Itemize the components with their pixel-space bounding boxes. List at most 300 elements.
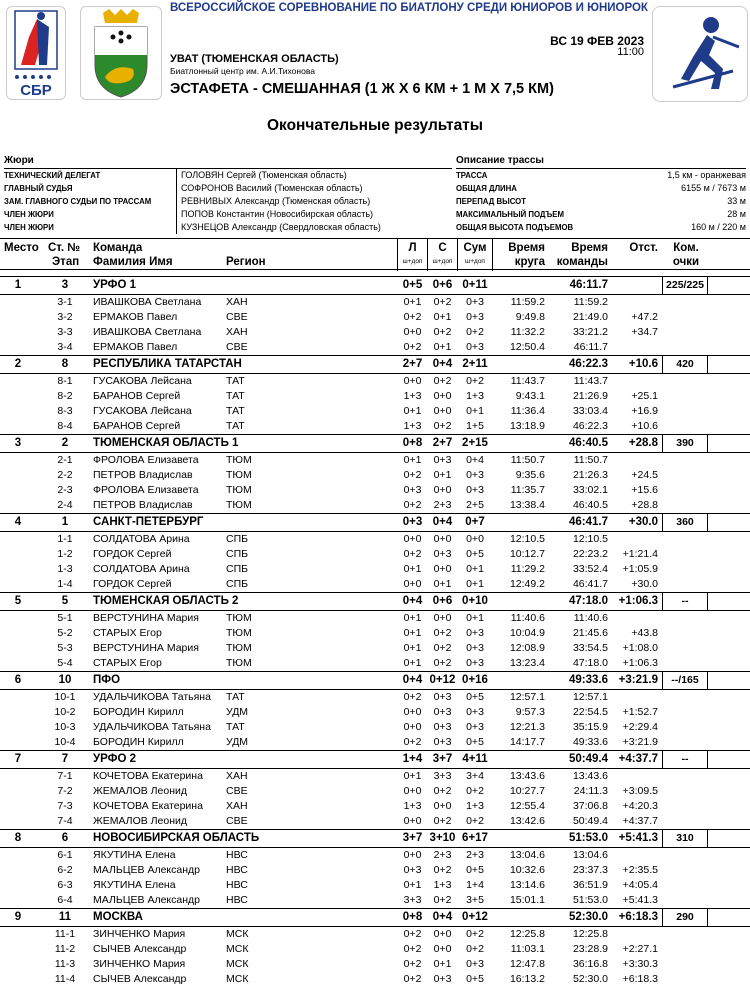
athlete-region: ХАН [226, 800, 248, 812]
leg-behind: +25.1 [631, 390, 658, 402]
leg-prone: 1+3 [403, 420, 422, 432]
course-value: 160 м / 220 м [691, 222, 746, 232]
team-behind: +5:41.3 [618, 832, 658, 844]
leg-number: 3-1 [57, 296, 73, 308]
leg-standing: 1+3 [433, 879, 452, 891]
athlete-region: МСК [226, 943, 249, 955]
leg-number: 11-2 [54, 943, 76, 955]
leg-team-time: 22:54.5 [572, 706, 608, 718]
athlete-name: ГОРДОК Сергей [93, 548, 172, 560]
course-row [456, 169, 746, 182]
leg-time: 10:12.7 [509, 548, 545, 560]
course-row [456, 195, 746, 208]
leg-prone: 0+0 [403, 326, 422, 338]
event-title: ВСЕРОССИЙСКОЕ СОРЕВНОВАНИЕ ПО БИАТЛОНУ СРЕДИ ЮНИОРОВ И ЮНИОРОК [170, 2, 648, 14]
leg-prone: 0+3 [403, 484, 422, 496]
leg-number: 8-2 [57, 390, 73, 402]
leg-number: 2-3 [57, 484, 73, 496]
leg-row [0, 927, 750, 942]
leg-team-time: 22:23.2 [572, 548, 608, 560]
leg-row [0, 547, 750, 562]
leg-team-time: 11:43.7 [573, 375, 608, 387]
leg-sum: 0+5 [466, 691, 484, 703]
leg-time: 10:27.7 [509, 785, 545, 797]
leg-number: 5-2 [57, 627, 73, 639]
leg-time: 12:25.8 [509, 928, 545, 940]
leg-number: 11-1 [54, 928, 76, 940]
leg-behind: +15.6 [631, 484, 658, 496]
leg-behind: +1:06.3 [622, 657, 658, 669]
athlete-name: БАРАНОВ Сергей [93, 420, 181, 432]
team-prone: 0+8 [402, 437, 423, 449]
leg-row [0, 769, 750, 784]
leg-team-time: 36:51.9 [572, 879, 608, 891]
team-row [0, 750, 750, 769]
leg-sum: 1+5 [466, 420, 484, 432]
leg-time: 11:32.2 [510, 326, 545, 338]
leg-standing: 0+0 [433, 800, 452, 812]
team-standing: 0+4 [432, 911, 453, 923]
team-prone: 0+8 [402, 911, 423, 923]
leg-standing: 0+2 [433, 894, 452, 906]
leg-team-time: 33:54.5 [572, 642, 608, 654]
leg-prone: 0+1 [403, 405, 422, 417]
team-behind: +28.8 [628, 437, 658, 449]
team-sum: 0+7 [465, 516, 485, 528]
leg-time: 11:59.2 [510, 296, 545, 308]
leg-number: 2-2 [57, 469, 73, 481]
col-standing-label: С [438, 242, 447, 254]
team-time: 50:49.4 [568, 753, 608, 765]
page-title: Окончательные результаты [266, 117, 484, 134]
team-prone: 1+4 [402, 753, 423, 765]
venue-subtitle: Биатлонный центр им. А.И.Тихонова [170, 66, 315, 76]
leg-behind: +24.5 [631, 469, 658, 481]
leg-prone: 0+0 [403, 849, 422, 861]
col-sum-label: Сум [463, 242, 487, 254]
leg-row [0, 532, 750, 547]
team-standing: 0+4 [432, 516, 453, 528]
team-bib: 7 [61, 753, 69, 765]
team-behind: +1:06.3 [618, 595, 658, 607]
leg-prone: 0+2 [403, 469, 422, 481]
athlete-name: БОРОДИН Кирилл [93, 706, 184, 718]
athlete-region: СВЕ [226, 341, 248, 353]
team-row [0, 355, 750, 374]
team-place: 4 [14, 516, 22, 528]
athlete-name: ИВАШКОВА Светлана [93, 296, 202, 308]
leg-number: 11-3 [54, 958, 76, 970]
athlete-region: ТАТ [226, 375, 245, 387]
leg-team-time: 46:11.7 [573, 341, 608, 353]
leg-prone: 0+2 [403, 691, 422, 703]
leg-prone: 0+2 [403, 928, 422, 940]
leg-behind: +4:37.7 [622, 815, 658, 827]
leg-team-time: 33:02.1 [572, 484, 608, 496]
athlete-region: ТАТ [226, 691, 245, 703]
leg-behind: +30.0 [631, 578, 658, 590]
team-standing: 0+4 [432, 358, 453, 370]
leg-row [0, 641, 750, 656]
jury-row [4, 221, 452, 234]
leg-sum: 1+3 [466, 390, 484, 402]
team-standing: 0+6 [432, 595, 453, 607]
team-behind: +30.0 [628, 516, 658, 528]
leg-row [0, 735, 750, 750]
team-bib: 3 [61, 279, 69, 291]
athlete-name: МАЛЬЦЕВ Александр [93, 864, 200, 876]
jury-role: ТЕХНИЧЕСКИЙ ДЕЛЕГАТ [4, 171, 101, 180]
leg-time: 13:14.6 [509, 879, 545, 891]
course-key: ТРАССА [456, 171, 488, 180]
sbr-biathlete-icon [7, 7, 65, 99]
athlete-region: ТЮМ [226, 484, 252, 496]
leg-behind: +4:20.3 [622, 800, 658, 812]
leg-time: 11:35.7 [510, 484, 545, 496]
athlete-region: ТАТ [226, 405, 245, 417]
leg-time: 11:03.1 [510, 943, 545, 955]
team-standing: 0+6 [432, 279, 453, 291]
leg-team-time: 33:03.4 [572, 405, 608, 417]
team-points: 420 [662, 356, 708, 373]
col-place: Место [4, 242, 39, 254]
team-place: 1 [14, 279, 22, 291]
leg-time: 12:47.8 [509, 958, 545, 970]
leg-time: 12:10.5 [509, 533, 545, 545]
col-name: Фамилия Имя [93, 256, 173, 268]
team-name: ПФО [93, 674, 121, 686]
leg-row [0, 340, 750, 355]
team-bib: 1 [61, 516, 69, 528]
leg-sum: 0+3 [466, 706, 484, 718]
leg-sum: 0+5 [466, 548, 484, 560]
team-name: РЕСПУБЛИКА ТАТАРСТАН [93, 358, 242, 370]
col-points [664, 241, 708, 269]
athlete-name: ВЕРСТУНИНА Мария [93, 612, 199, 624]
leg-time: 12:57.1 [509, 691, 545, 703]
leg-time: 9:35.6 [515, 469, 545, 481]
col-standing [428, 241, 457, 269]
leg-sum: 0+3 [466, 958, 484, 970]
leg-behind: +2:35.5 [622, 864, 658, 876]
leg-prone: 0+2 [403, 958, 422, 970]
col-leg-time-label2: круга [514, 256, 545, 268]
athlete-region: ТЮМ [226, 469, 252, 481]
leg-standing: 2+3 [433, 849, 452, 861]
leg-team-time: 12:57.1 [572, 691, 608, 703]
team-prone: 0+4 [402, 674, 423, 686]
leg-prone: 0+1 [403, 657, 422, 669]
leg-prone: 0+2 [403, 943, 422, 955]
leg-sum: 2+5 [466, 499, 484, 511]
leg-behind: +16.9 [631, 405, 658, 417]
athlete-name: СЫЧЕВ Александр [93, 973, 187, 985]
leg-team-time: 21:49.0 [572, 311, 608, 323]
biathlon-logo [652, 6, 748, 102]
leg-row [0, 310, 750, 325]
leg-behind: +10.6 [631, 420, 658, 432]
jury-name: СОФРОНОВ Василий (Тюменская область) [176, 182, 452, 195]
team-behind: +10.6 [628, 358, 658, 370]
leg-prone: 0+2 [403, 499, 422, 511]
athlete-name: ЖЕМАЛОВ Леонид [93, 815, 188, 827]
athlete-name: ЕРМАКОВ Павел [93, 311, 178, 323]
course-row [456, 221, 746, 234]
course-row [456, 208, 746, 221]
leg-time: 13:38.4 [509, 499, 545, 511]
leg-number: 2-4 [57, 499, 73, 511]
course-key: ОБЩАЯ ДЛИНА [456, 184, 517, 193]
leg-team-time: 33:52.4 [572, 563, 608, 575]
leg-time: 9:49.8 [515, 311, 545, 323]
leg-standing: 0+0 [433, 484, 452, 496]
athlete-region: НВС [226, 894, 248, 906]
leg-sum: 0+3 [466, 657, 484, 669]
leg-time: 13:42.6 [509, 815, 545, 827]
leg-time: 13:04.6 [509, 849, 545, 861]
leg-number: 6-4 [57, 894, 73, 906]
leg-sum: 0+5 [466, 864, 484, 876]
team-sum: 0+12 [462, 911, 488, 923]
leg-behind: +3:21.9 [622, 736, 658, 748]
leg-behind: +43.8 [631, 627, 658, 639]
leg-prone: 0+2 [403, 736, 422, 748]
leg-sum: 1+3 [466, 800, 484, 812]
athlete-region: НВС [226, 864, 248, 876]
leg-standing: 0+0 [433, 405, 452, 417]
course-row [456, 182, 746, 195]
leg-behind: +28.8 [631, 499, 658, 511]
leg-number: 1-2 [57, 548, 73, 560]
team-behind: +4:37.7 [618, 753, 658, 765]
leg-row [0, 468, 750, 483]
coat-of-arms-icon [81, 7, 161, 99]
leg-sum: 0+3 [466, 721, 484, 733]
athlete-name: СОЛДАТОВА Арина [93, 563, 190, 575]
leg-standing: 0+0 [433, 533, 452, 545]
jury-row [4, 208, 452, 221]
team-prone: 0+5 [402, 279, 423, 291]
team-name: МОСКВА [93, 911, 143, 923]
leg-row [0, 972, 750, 987]
leg-prone: 0+1 [403, 612, 422, 624]
leg-sum: 0+3 [466, 311, 484, 323]
athlete-name: ИВАШКОВА Светлана [93, 326, 202, 338]
athlete-name: ГУСАКОВА Лейсана [93, 375, 192, 387]
col-region: Регион [226, 256, 266, 268]
athlete-name: УДАЛЬЧИКОВА Татьяна [93, 721, 211, 733]
athlete-name: ЯКУТИНА Елена [93, 849, 176, 861]
leg-prone: 1+3 [403, 390, 422, 402]
team-sum: 0+11 [462, 279, 488, 291]
leg-number: 3-3 [57, 326, 73, 338]
team-place: 2 [14, 358, 22, 370]
leg-row [0, 799, 750, 814]
team-points: 310 [662, 830, 708, 847]
leg-team-time: 13:43.6 [572, 770, 608, 782]
leg-time: 9:57.3 [515, 706, 545, 718]
team-sum: 4+11 [462, 753, 488, 765]
leg-sum: 0+5 [466, 736, 484, 748]
team-time: 46:40.5 [568, 437, 608, 449]
leg-number: 10-2 [54, 706, 76, 718]
athlete-region: ТЮМ [226, 454, 252, 466]
team-sum: 0+10 [462, 595, 488, 607]
athlete-name: ЕРМАКОВ Павел [93, 341, 178, 353]
leg-standing: 0+3 [433, 454, 452, 466]
course-key: ОБЩАЯ ВЫСОТА ПОДЪЕМОВ [456, 223, 574, 232]
athlete-name: УДАЛЬЧИКОВА Татьяна [93, 691, 211, 703]
team-time: 46:11.7 [569, 279, 608, 291]
team-row [0, 908, 750, 927]
leg-row [0, 562, 750, 577]
athlete-name: ГОРДОК Сергей [93, 578, 172, 590]
team-row [0, 276, 750, 295]
athlete-name: ПЕТРОВ Владислав [93, 499, 193, 511]
leg-standing: 0+1 [433, 341, 452, 353]
team-place: 6 [14, 674, 22, 686]
leg-row [0, 957, 750, 972]
leg-standing: 0+2 [433, 642, 452, 654]
leg-team-time: 51:53.0 [572, 894, 608, 906]
leg-row [0, 893, 750, 908]
team-time: 52:30.0 [568, 911, 608, 923]
col-sum [458, 241, 492, 269]
leg-sum: 0+1 [466, 612, 484, 624]
team-place: 5 [14, 595, 22, 607]
leg-number: 8-4 [57, 420, 73, 432]
athlete-region: НВС [226, 849, 248, 861]
leg-number: 6-3 [57, 879, 73, 891]
leg-number: 10-3 [54, 721, 76, 733]
jury-role: ЧЛЕН ЖЮРИ [4, 223, 54, 232]
leg-time: 10:04.9 [509, 627, 545, 639]
team-name: УРФО 1 [93, 279, 137, 291]
athlete-region: ТЮМ [226, 627, 252, 639]
jury-role: ЗАМ. ГЛАВНОГО СУДЬИ ПО ТРАССАМ [4, 197, 152, 206]
leg-behind: +5:41.3 [622, 894, 658, 906]
jury-role: ГЛАВНЫЙ СУДЬЯ [4, 184, 73, 193]
leg-row [0, 878, 750, 893]
athlete-name: ФРОЛОВА Елизавета [93, 484, 199, 496]
leg-prone: 0+2 [403, 548, 422, 560]
leg-standing: 0+3 [433, 973, 452, 985]
team-row [0, 513, 750, 532]
leg-number: 8-1 [57, 375, 73, 387]
sbr-logo-text: СБР [20, 82, 52, 99]
team-place: 7 [14, 753, 22, 765]
team-row [0, 829, 750, 848]
leg-sum: 0+3 [466, 469, 484, 481]
athlete-name: СОЛДАТОВА Арина [93, 533, 190, 545]
leg-team-time: 33:21.2 [572, 326, 608, 338]
athlete-name: КОЧЕТОВА Екатерина [93, 800, 203, 812]
leg-standing: 0+3 [433, 736, 452, 748]
leg-team-time: 47:18.0 [572, 657, 608, 669]
leg-standing: 0+2 [433, 657, 452, 669]
leg-time: 12:21.3 [509, 721, 545, 733]
team-row [0, 592, 750, 611]
col-extra-label: ш+доп [465, 258, 485, 265]
jury-table [4, 168, 452, 236]
leg-prone: 0+0 [403, 815, 422, 827]
leg-prone: 0+0 [403, 375, 422, 387]
col-team-time-label2: команды [556, 256, 608, 268]
leg-number: 6-2 [57, 864, 73, 876]
leg-behind: +2:27.1 [622, 943, 658, 955]
leg-sum: 2+3 [466, 849, 484, 861]
leg-behind: +1:52.7 [622, 706, 658, 718]
leg-number: 7-2 [57, 785, 73, 797]
athlete-name: ВЕРСТУНИНА Мария [93, 642, 199, 654]
course-value: 1,5 км - оранжевая [667, 170, 746, 180]
leg-prone: 1+3 [403, 800, 422, 812]
leg-standing: 0+3 [433, 548, 452, 560]
jury-row [4, 182, 452, 195]
athlete-region: СВЕ [226, 815, 248, 827]
leg-standing: 0+3 [433, 721, 452, 733]
leg-prone: 0+1 [403, 563, 422, 575]
leg-time: 12:55.4 [509, 800, 545, 812]
leg-sum: 0+1 [466, 578, 484, 590]
leg-number: 6-1 [57, 849, 73, 861]
jury-role: ЧЛЕН ЖЮРИ [4, 210, 54, 219]
leg-time: 15:01.1 [509, 894, 545, 906]
leg-time: 11:43.7 [510, 375, 545, 387]
leg-behind: +3:30.3 [622, 958, 658, 970]
leg-number: 10-4 [54, 736, 76, 748]
col-prone-label: Л [408, 242, 417, 254]
leg-time: 10:32.6 [509, 864, 545, 876]
leg-team-time: 24:11.3 [573, 785, 608, 797]
team-time: 49:33.6 [568, 674, 608, 686]
athlete-name: БАРАНОВ Сергей [93, 390, 181, 402]
leg-standing: 0+2 [433, 627, 452, 639]
leg-prone: 0+1 [403, 770, 422, 782]
jury-name: ПОПОВ Константин (Новосибирская область) [176, 208, 452, 221]
team-points: -- [662, 751, 708, 768]
leg-time: 11:50.7 [510, 454, 545, 466]
leg-sum: 0+3 [466, 484, 484, 496]
leg-sum: 0+2 [466, 785, 484, 797]
leg-sum: 0+3 [466, 341, 484, 353]
leg-standing: 0+0 [433, 928, 452, 940]
leg-prone: 0+2 [403, 973, 422, 985]
team-behind: +6:18.3 [618, 911, 658, 923]
team-place: 9 [14, 911, 22, 923]
leg-standing: 0+1 [433, 958, 452, 970]
race-time: 11:00 [617, 46, 644, 58]
page-header [0, 0, 750, 110]
col-team: Команда [93, 242, 143, 254]
leg-row [0, 863, 750, 878]
leg-team-time: 12:10.5 [572, 533, 608, 545]
team-bib: 11 [58, 911, 72, 923]
leg-standing: 0+2 [433, 864, 452, 876]
athlete-region: СВЕ [226, 311, 248, 323]
team-standing: 3+10 [429, 832, 456, 844]
team-time: 47:18.0 [568, 595, 608, 607]
jury-name: КУЗНЕЦОВ Александр (Свердловская область) [176, 221, 452, 234]
leg-team-time: 11:59.2 [573, 296, 608, 308]
leg-time: 16:13.2 [509, 973, 545, 985]
col-leg: Этап [52, 256, 80, 268]
team-place: 8 [14, 832, 22, 844]
team-bib: 10 [58, 674, 72, 686]
athlete-region: ТАТ [226, 721, 245, 733]
coat-of-arms [80, 6, 162, 100]
athlete-name: ЯКУТИНА Елена [93, 879, 176, 891]
